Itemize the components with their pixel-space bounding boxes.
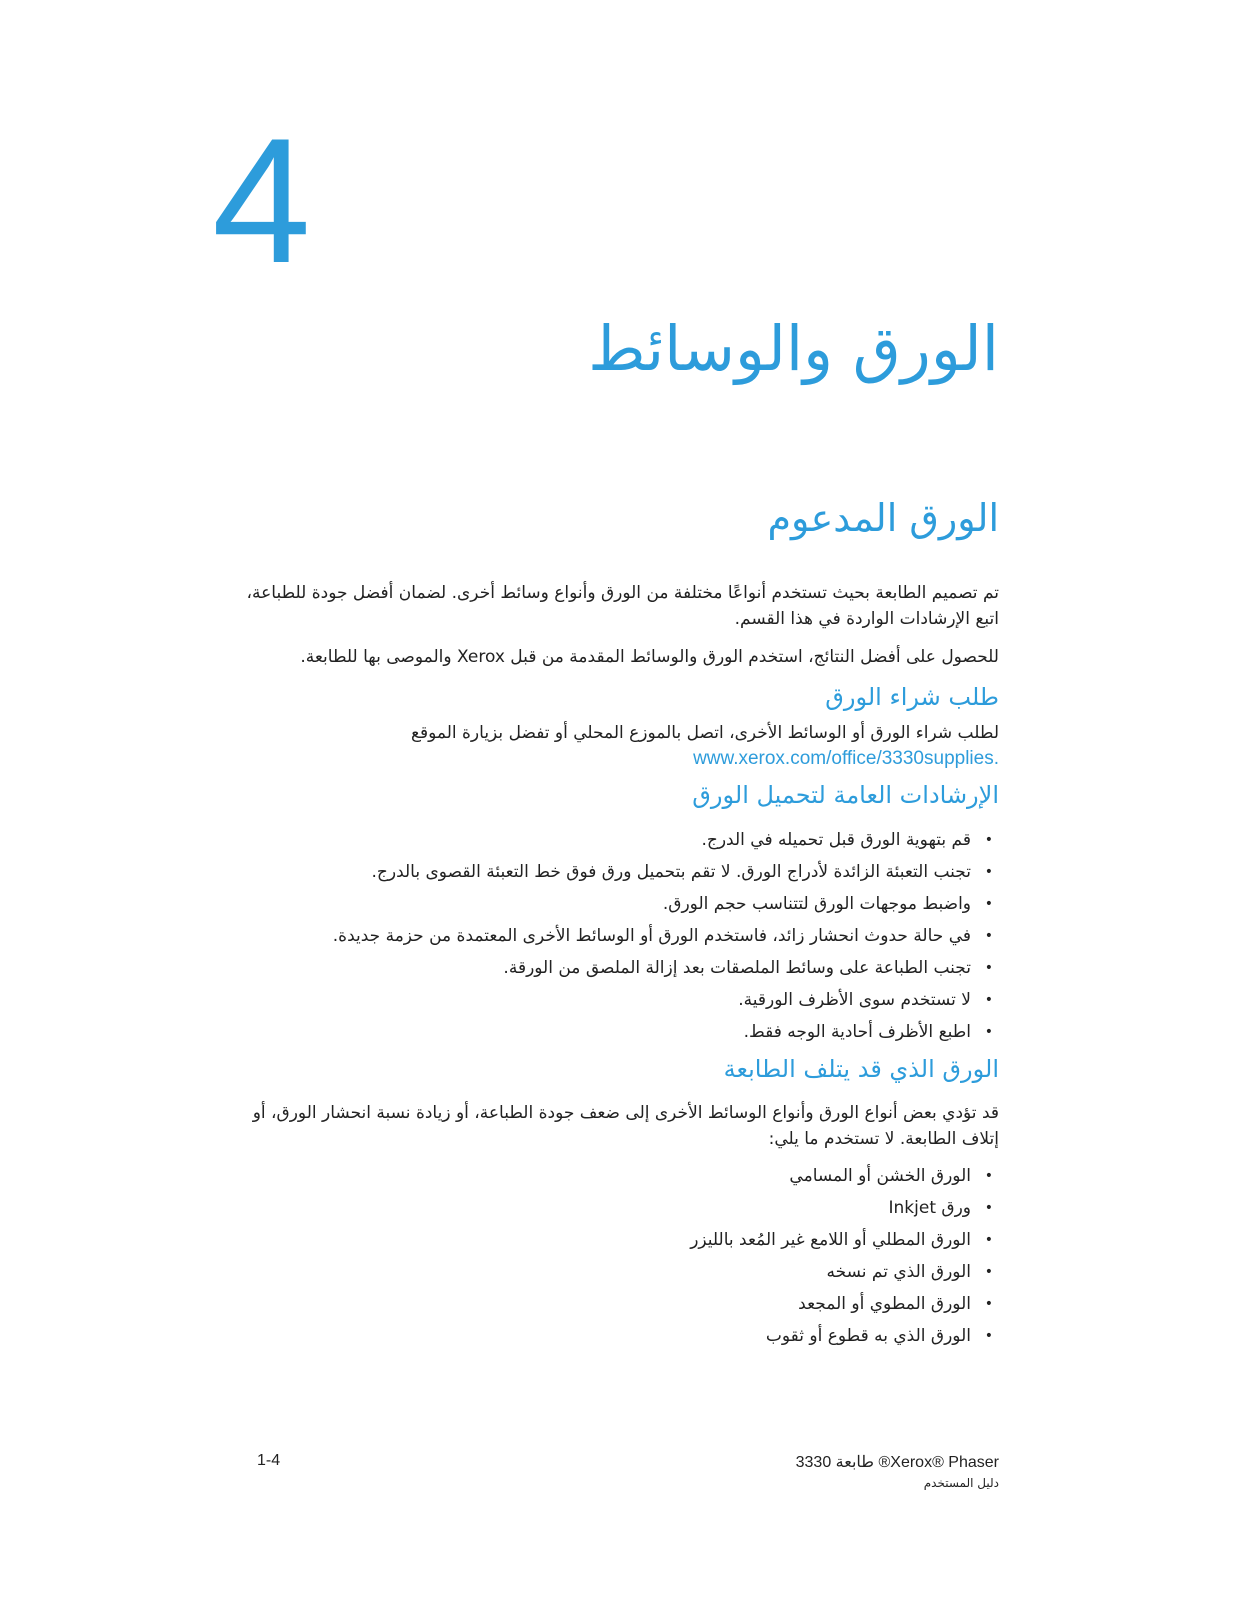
footer-product xyxy=(796,1452,999,1490)
list-item: • الورق المطلي أو اللامع غير المُعد بالليزر xyxy=(228,1224,999,1256)
product-name: Xerox® Phaser® طابعة 3330 xyxy=(795,1454,999,1471)
list-item: • ورق Inkjet xyxy=(228,1192,999,1224)
list-item: • الورق الذي به قطوع أو ثقوب xyxy=(228,1320,999,1352)
section-title: الورق المدعوم xyxy=(767,496,999,540)
supplies-link[interactable]: www.xerox.com/office/3330supplies. xyxy=(693,748,999,769)
list-item: • اطبع الأظرف أحادية الوجه فقط. xyxy=(228,1016,999,1048)
list-item: • تجنب التعبئة الزائدة لأدراج الورق. لا تقم بتحميل ورق فوق خط التعبئة القصوى بالدرج. xyxy=(228,856,999,888)
bullet-icon: • xyxy=(984,928,993,944)
list-item: • في حالة حدوث انحشار زائد، فاستخدم الورق أو الوسائط الأخرى المعتمدة من حزمة جديدة. xyxy=(228,920,999,952)
guide-name: دليل المستخدم xyxy=(923,1476,999,1490)
bullet-icon: • xyxy=(984,992,993,1008)
damaging-paper-list xyxy=(228,1160,999,1352)
page-content xyxy=(228,580,999,1352)
chapter-number: 4 xyxy=(212,101,311,300)
bullet-icon: • xyxy=(984,1328,993,1344)
guidelines-list xyxy=(228,824,999,1048)
damaging-paper-text: قد تؤدي بعض أنواع الورق وأنواع الوسائط الأخرى إلى ضعف جودة الطباعة، أو زيادة نسبة انحشار الورق، أو إتلاف الطابعة. لا تستخدم ما يلي: xyxy=(252,1103,999,1149)
guidelines-heading: الإرشادات العامة لتحميل الورق xyxy=(692,781,999,809)
bullet-icon: • xyxy=(984,1264,993,1280)
damaging-paper-heading: الورق الذي قد يتلف الطابعة xyxy=(723,1055,999,1083)
bullet-icon: • xyxy=(984,896,993,912)
bullet-icon: • xyxy=(984,1024,993,1040)
intro-paragraph-1: تم تصميم الطابعة بحيث تستخدم أنواعًا مختلفة من الورق وأنواع وسائط أخرى. لضمان أفضل جودة للطباعة، اتبع الإرشادات الواردة في هذا القسم. xyxy=(246,583,999,629)
intro-paragraph-2: للحصول على أفضل النتائج، استخدم الورق والوسائط المقدمة من قبل Xerox والموصى بها للطابعة. xyxy=(300,647,999,667)
list-item: • الورق المطوي أو المجعد xyxy=(228,1288,999,1320)
list-item: • تجنب الطباعة على وسائط الملصقات بعد إزالة الملصق من الورقة. xyxy=(228,952,999,984)
list-item: • الورق الخشن أو المسامي xyxy=(228,1160,999,1192)
bullet-icon: • xyxy=(984,1168,993,1184)
order-paper-text: لطلب شراء الورق أو الوسائط الأخرى، اتصل بالموزع المحلي أو تفضل بزيارة الموقع xyxy=(410,723,999,743)
bullet-icon: • xyxy=(984,832,993,848)
bullet-icon: • xyxy=(984,864,993,880)
list-item: • واضبط موجهات الورق لتتناسب حجم الورق. xyxy=(228,888,999,920)
bullet-icon: • xyxy=(984,1296,993,1312)
bullet-icon: • xyxy=(984,1232,993,1248)
bullet-icon: • xyxy=(984,960,993,976)
list-item: • الورق الذي تم نسخه xyxy=(228,1256,999,1288)
list-item: • لا تستخدم سوى الأظرف الورقية. xyxy=(228,984,999,1016)
page-number: 1-4 xyxy=(257,1452,281,1469)
bullet-icon: • xyxy=(984,1200,993,1216)
chapter-title: الورق والوسائط xyxy=(588,312,999,385)
list-item: • قم بتهوية الورق قبل تحميله في الدرج. xyxy=(228,824,999,856)
order-paper-heading: طلب شراء الورق xyxy=(825,683,999,711)
